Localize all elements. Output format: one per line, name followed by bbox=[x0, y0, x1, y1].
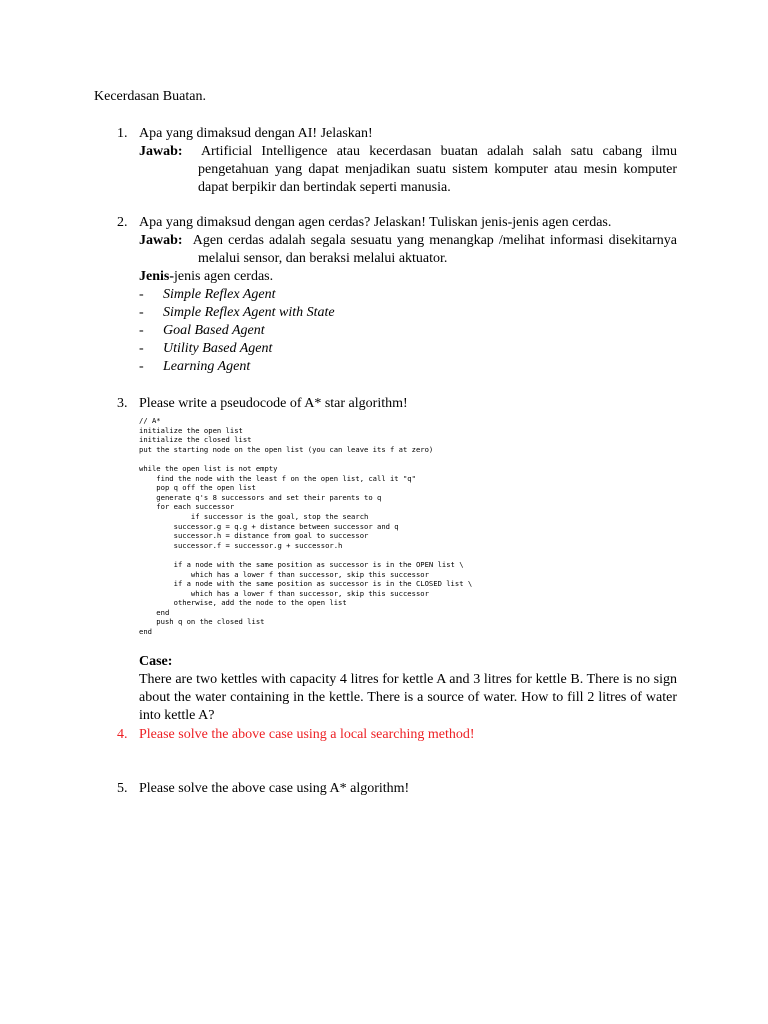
pseudocode-block: // A* initialize the open list initialize the closed list put the starting node on the open list (you can leave its f at zero) while the open list is not empty find the node with the least f on the open list, call it "q" pop q off the open list generate q's 8 successors and set their parents to q for each successor if successor is the goal, stop the search successor.g = q.g + distance between successor and q successor.h = distance from goal to successor successor.f = successor.g + successor.h if a node with the same position as successor is in the OPEN list \ which has a lower f than successor, skip this successor if a node with the same position as successor is in the CLOSED list \ which has a lower f than successor, skip this successor otherwise, add the node to the open list end push q on the closed list end bbox=[139, 416, 473, 637]
question-text: Apa yang dimaksud dengan agen cerdas? Jelaskan! Tuliskan jenis-jenis agen cerdas. bbox=[139, 215, 612, 230]
question-number: 1. bbox=[117, 126, 128, 141]
list-item: - Learning Agent bbox=[139, 359, 251, 374]
question-text: Apa yang dimaksud dengan AI! Jelaskan! bbox=[139, 126, 373, 141]
question-4 bbox=[117, 726, 677, 744]
question-number: 4. bbox=[117, 727, 128, 742]
answer-block bbox=[139, 232, 677, 268]
question-text: Please write a pseudocode of A* star algorithm! bbox=[139, 396, 408, 411]
document-title: Kecerdasan Buatan. bbox=[94, 89, 206, 104]
question-number: 2. bbox=[117, 215, 128, 230]
case-section bbox=[117, 653, 677, 725]
question-text: Please solve the above case using a local searching method! bbox=[139, 727, 475, 742]
case-text: There are two kettles with capacity 4 litres for kettle A and 3 litres for kettle B. There is no sign about the water containing in the kettle. There is a source of water. How to fill 2 litres of water into kettle A? bbox=[139, 672, 677, 723]
list-item: - Simple Reflex Agent bbox=[139, 287, 276, 302]
question-1 bbox=[117, 125, 677, 197]
answer-label: Jawab: bbox=[139, 233, 183, 248]
answer-label: Jawab: bbox=[139, 144, 183, 159]
answer-text: Agen cerdas adalah segala sesuatu yang menangkap /melihat informasi disekitarnya melalui sensor, dan beraksi melalui aktuator. bbox=[192, 233, 677, 266]
list-item: - Goal Based Agent bbox=[139, 323, 265, 338]
answer-text: Artificial Intelligence atau kecerdasan buatan adalah salah satu cabang ilmu pengetahuan yang dapat menjadikan suatu sistem komputer atau mesin komputer dapat berpikir dan bertindak seperti manusia. bbox=[198, 144, 677, 195]
question-number: 5. bbox=[117, 781, 128, 796]
question-5 bbox=[117, 780, 677, 798]
answer-block bbox=[139, 143, 677, 197]
question-2 bbox=[117, 214, 677, 376]
question-number: 3. bbox=[117, 396, 128, 411]
list-item: - Utility Based Agent bbox=[139, 341, 273, 356]
question-3 bbox=[117, 395, 677, 637]
agent-types-heading: Jenis-jenis agen cerdas. bbox=[139, 269, 274, 284]
case-heading: Case: bbox=[139, 654, 173, 669]
list-item: - Simple Reflex Agent with State bbox=[139, 305, 335, 320]
agent-types-list bbox=[139, 286, 677, 376]
question-text: Please solve the above case using A* algorithm! bbox=[139, 781, 410, 796]
